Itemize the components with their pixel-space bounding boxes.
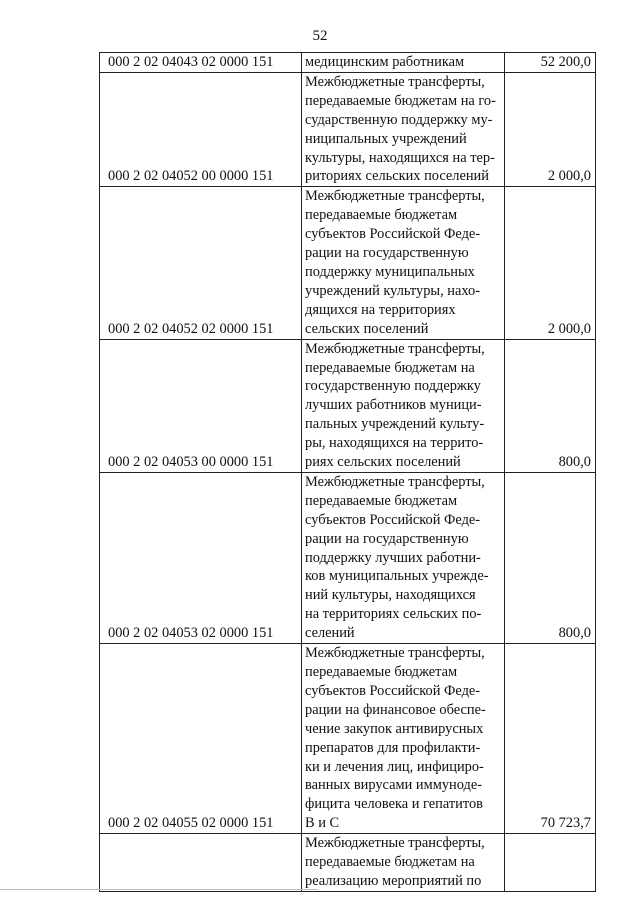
description-cell	[302, 72, 505, 186]
description-line: рации на финансовое обеспе-	[305, 701, 486, 718]
description-line: ры, находящихся на террито-	[305, 435, 484, 452]
description-line: Межбюджетные трансферты,	[305, 73, 485, 90]
table-row	[100, 472, 596, 643]
description-cell	[302, 834, 505, 892]
description-line: ванных вирусами иммуноде-	[305, 777, 483, 794]
table-row	[100, 644, 596, 834]
description-line: медицинским работникам	[305, 54, 465, 70]
description-line: сударственную поддержку му-	[305, 111, 493, 128]
description-line: Межбюджетные трансферты,	[305, 340, 485, 357]
description-line: передаваемые бюджетам на	[305, 854, 475, 871]
amount-cell	[505, 834, 596, 892]
description-line: риториях сельских поселений	[305, 168, 489, 185]
description-line: дящихся на территориях	[305, 301, 456, 318]
description-line: передаваемые бюджетам на	[305, 359, 475, 376]
description-line: ниципальных учреждений	[305, 130, 467, 147]
description-line: сельских поселений	[305, 320, 429, 337]
budget-code-cell: 000 2 02 04052 02 0000 151	[100, 187, 302, 339]
amount-cell: 2 000,0	[505, 187, 596, 339]
description-line: лучших работников муници-	[305, 397, 482, 414]
description-cell	[302, 339, 505, 472]
budget-code-cell: 000 2 02 04053 02 0000 151	[100, 472, 302, 643]
description-line: Межбюджетные трансферты,	[305, 473, 485, 490]
table-row	[100, 339, 596, 472]
description-line: субъектов Российской Феде-	[305, 682, 481, 699]
description-line: на территориях сельских по-	[305, 606, 482, 623]
description-line: учреждений культуры, нахо-	[305, 282, 480, 299]
amount-cell: 52 200,0	[505, 53, 596, 73]
description-cell	[302, 644, 505, 834]
description-line: передаваемые бюджетам на го-	[305, 92, 496, 109]
description-line: ков муниципальных учрежде-	[305, 568, 489, 585]
description-cell	[302, 472, 505, 643]
description-line: передаваемые бюджетам	[305, 664, 458, 680]
budget-code-cell: 000 2 02 04043 02 0000 151	[100, 53, 302, 73]
table-row	[100, 53, 596, 73]
amount-cell: 800,0	[505, 339, 596, 472]
description-line: риях сельских поселений	[305, 454, 461, 471]
description-line: препаратов для профилакти-	[305, 739, 481, 756]
description-line: субъектов Российской Феде-	[305, 511, 481, 528]
table-body	[100, 53, 596, 892]
description-cell	[302, 53, 505, 73]
description-line: фицита человека и гепатитов	[305, 796, 483, 813]
page-number: 52	[312, 28, 328, 44]
table-row	[100, 72, 596, 186]
table-row	[100, 834, 596, 892]
description-line: государственную поддержку	[305, 378, 481, 395]
amount-cell: 800,0	[505, 472, 596, 643]
description-line: пальных учреждений культу-	[305, 416, 485, 433]
description-line: В и С	[305, 815, 340, 832]
description-line: селений	[305, 625, 355, 642]
description-line: поддержку муниципальных	[305, 263, 475, 280]
description-line: ний культуры, находящихся	[305, 587, 476, 604]
description-line: субъектов Российской Феде-	[305, 226, 481, 243]
description-line: реализацию мероприятий по	[305, 872, 482, 889]
budget-code-cell: 000 2 02 04052 00 0000 151	[100, 72, 302, 186]
amount-cell: 70 723,7	[505, 644, 596, 834]
description-line: передаваемые бюджетам	[305, 492, 458, 509]
description-line: Межбюджетные трансферты,	[305, 835, 485, 852]
table-row	[100, 187, 596, 339]
description-line: чение закупок антивирусных	[305, 720, 484, 737]
budget-code-cell: 000 2 02 04053 00 0000 151	[100, 339, 302, 472]
budget-code-cell: 000 2 02 04055 02 0000 151	[100, 644, 302, 834]
description-cell	[302, 187, 505, 339]
description-line: поддержку лучших работни-	[305, 549, 481, 566]
description-line: передаваемые бюджетам	[305, 207, 458, 224]
budget-code-cell	[100, 834, 302, 892]
scan-edge-line	[0, 889, 318, 890]
description-line: Межбюджетные трансферты,	[305, 645, 485, 662]
description-line: культуры, находящихся на тер-	[305, 149, 495, 166]
description-line: рации на государственную	[305, 245, 469, 262]
amount-cell: 2 000,0	[505, 72, 596, 186]
budget-table	[99, 52, 596, 892]
description-line: рации на государственную	[305, 530, 469, 547]
description-line: ки и лечения лиц, инфициро-	[305, 758, 484, 775]
description-line: Межбюджетные трансферты,	[305, 188, 485, 205]
